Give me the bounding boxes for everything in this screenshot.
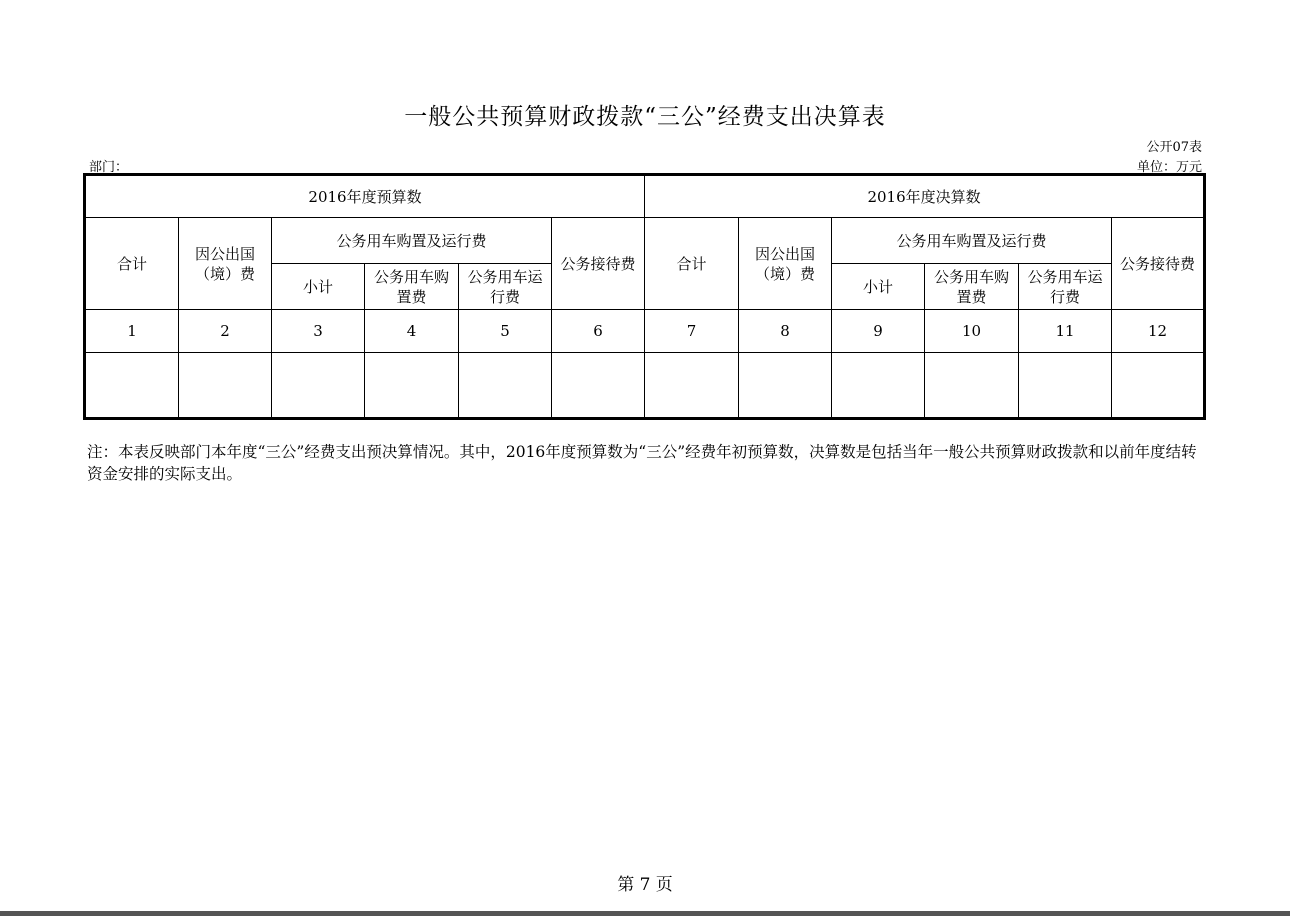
final-vehicle-purchase-header: 公务用车购置费 — [925, 264, 1019, 310]
table-note: 注：本表反映部门本年度“三公”经费支出预决算情况。其中，2016年度预算数为“三公”经费年初预算数，决算数是包括当年一般公共预算财政拨款和以前年度结转资金安排的实际支出。 — [87, 443, 1197, 483]
page-title: 一般公共预算财政拨款“三公”经费支出决算表 — [404, 104, 886, 130]
column-index-cell: 5 — [459, 310, 552, 353]
budget-subtotal-header: 小计 — [272, 264, 365, 310]
column-index-cell: 2 — [179, 310, 272, 353]
final-abroad-header: 因公出国（境）费 — [739, 218, 832, 310]
budget-group-header: 2016年度预算数 — [85, 175, 645, 218]
table-group-header-row — [85, 175, 1205, 218]
data-cell — [832, 353, 925, 419]
data-cell — [1112, 353, 1205, 419]
column-index-cell: 9 — [832, 310, 925, 353]
column-index-cell: 7 — [645, 310, 739, 353]
final-subtotal-header: 小计 — [832, 264, 925, 310]
bottom-rule — [0, 911, 1290, 916]
final-total-header: 合计 — [645, 218, 739, 310]
unit-label: 单位：万元 — [1136, 160, 1202, 175]
column-index-cell: 10 — [925, 310, 1019, 353]
expenditure-table — [83, 173, 1206, 420]
column-index-cell: 8 — [739, 310, 832, 353]
column-index-cell: 3 — [272, 310, 365, 353]
data-cell — [1019, 353, 1112, 419]
column-index-cell: 12 — [1112, 310, 1205, 353]
data-cell — [365, 353, 459, 419]
data-cell — [459, 353, 552, 419]
data-cell — [925, 353, 1019, 419]
data-cell — [272, 353, 365, 419]
column-index-cell: 6 — [552, 310, 645, 353]
final-reception-header: 公务接待费 — [1112, 218, 1205, 310]
data-cell — [645, 353, 739, 419]
budget-total-header: 合计 — [85, 218, 179, 310]
column-index-cell: 11 — [1019, 310, 1112, 353]
column-index-cell: 1 — [85, 310, 179, 353]
data-cell — [739, 353, 832, 419]
department-label: 部门： — [89, 160, 129, 175]
form-code: 公开07表 — [1146, 140, 1202, 155]
column-index-row — [85, 310, 1205, 353]
final-vehicle-group-header: 公务用车购置及运行费 — [832, 218, 1112, 264]
page-number: 第 7 页 — [617, 875, 673, 895]
data-cell — [85, 353, 179, 419]
column-index-cell: 4 — [365, 310, 459, 353]
final-group-header: 2016年度决算数 — [645, 175, 1205, 218]
data-cell — [552, 353, 645, 419]
table-header-row — [85, 218, 1205, 264]
budget-vehicle-purchase-header: 公务用车购置费 — [365, 264, 459, 310]
budget-vehicle-operation-header: 公务用车运行费 — [459, 264, 552, 310]
budget-vehicle-group-header: 公务用车购置及运行费 — [272, 218, 552, 264]
budget-reception-header: 公务接待费 — [552, 218, 645, 310]
data-cell — [179, 353, 272, 419]
final-vehicle-operation-header: 公务用车运行费 — [1019, 264, 1112, 310]
table-row — [85, 353, 1205, 419]
budget-abroad-header: 因公出国（境）费 — [179, 218, 272, 310]
